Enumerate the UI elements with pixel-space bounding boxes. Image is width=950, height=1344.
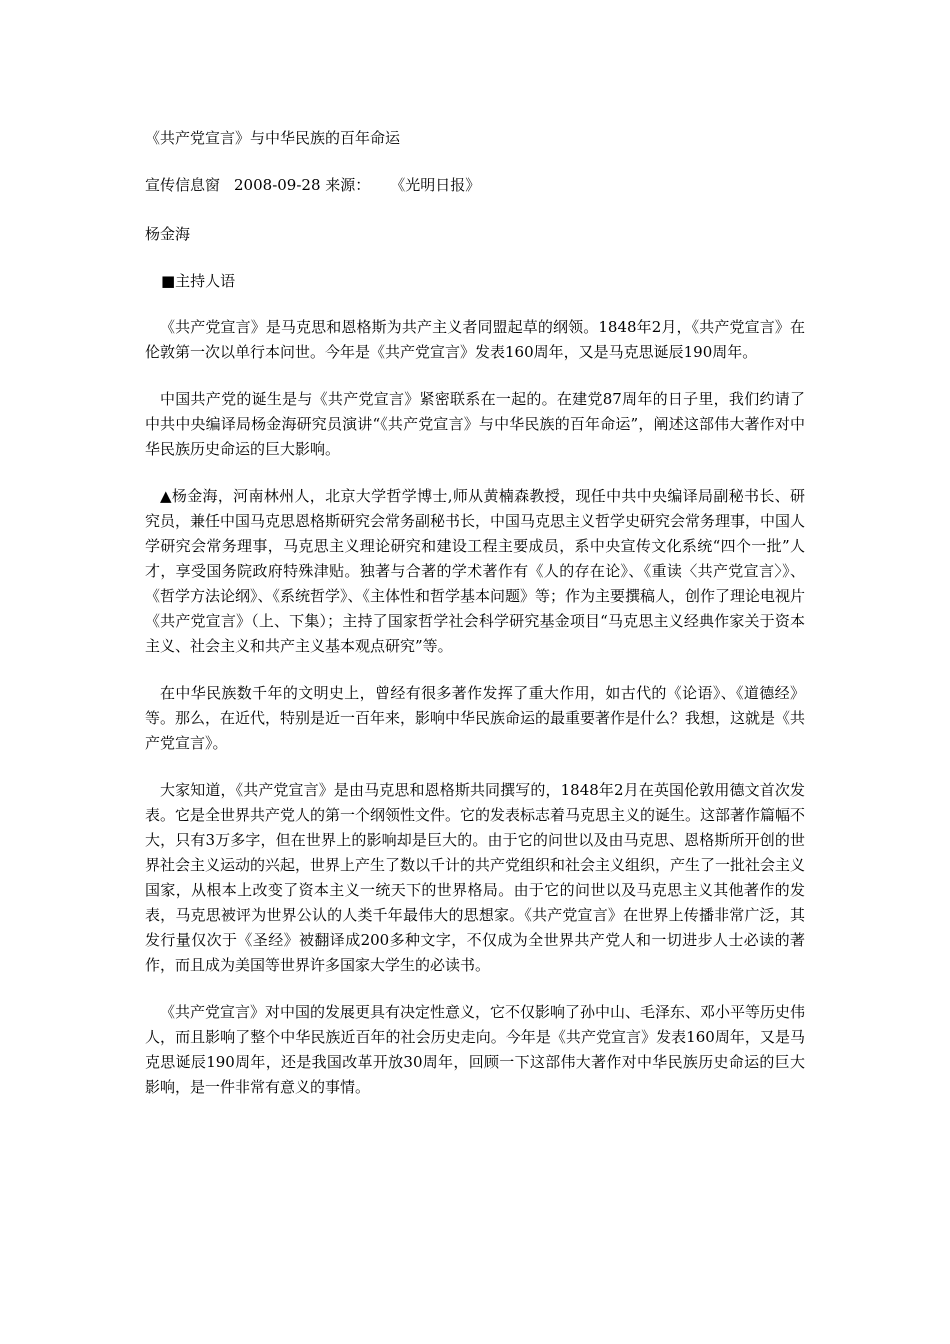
paragraph-intro: 《共产党宣言》是马克思和恩格斯为共产主义者同盟起草的纲领。1848年2月，《共产党宣言》在伦敦第一次以单行本问世。今年是《共产党宣言》发表160周年，又是马克思诞辰190周年。 (145, 318, 805, 361)
host-heading: ■主持人语 (161, 272, 236, 290)
paragraph-manifesto-influence: 大家知道，《共产党宣言》是由马克思和恩格斯共同撰写的，1848年2月在英国伦敦用德文首次发表。它是全世界共产党人的第一个纲领性文件。它的发表标志着马克思主义的诞生。这部著作篇幅不大，只有3万多字，但在世界上的影响却是巨大的。由于它的问世以及由马克思、恩格斯所开创的世界社会主义运动的兴起，世界上产生了数以千计的共产党组织和社会主义组织，产生了一批社会主义国家，从根本上改变了资本主义一统天下的世界格局。由于它的问世以及马克思主义其他著作的发表，马克思被评为世界公认的人类千年最伟大的思想家。《共产党宣言》在世界上传播非常广泛，其发行量仅次于《圣经》被翻译成200多种文字，不仅成为全世界共产党人和一切进步人士必读的著作，而且成为美国等世界许多国家大学生的必读书。 (145, 781, 806, 974)
article-meta (145, 173, 805, 198)
source-label: 来源： (325, 176, 371, 194)
paragraph-china-significance: 《共产党宣言》对中国的发展更具有决定性意义，它不仅影响了孙中山、毛泽东、邓小平等历史伟人，而且影响了整个中华民族近百年的社会历史走向。今年是《共产党宣言》发表160周年，又是马克思诞辰190周年，还是我国改革开放30周年，回顾一下这部伟大著作对中华民族历史命运的巨大影响，是一件非常有意义的事情。 (145, 1003, 806, 1096)
article-title: 《共产党宣言》与中华民族的百年命运 (145, 129, 401, 147)
document-page (145, 126, 805, 1122)
paragraph-party: 中国共产党的诞生是与《共产党宣言》紧密联系在一起的。在建党87周年的日子里，我们约请了中共中央编译局杨金海研究员演讲“《共产党宣言》与中华民族的百年命运”，阐述这部伟大著作对中华民族历史命运的巨大影响。 (145, 390, 805, 458)
source-name: 《光明日报》 (390, 176, 481, 194)
article-author: 杨金海 (145, 225, 191, 243)
paragraph-history: 在中华民族数千年的文明史上，曾经有很多著作发挥了重大作用，如古代的《论语》、《道德经》等。那么，在近代，特别是近一百年来，影响中华民族命运的最重要著作是什么？我想，这就是《共产党宣言》。 (145, 684, 806, 752)
paragraph-author-bio: ▲杨金海，河南林州人，北京大学哲学博士,师从黄楠森教授，现任中共中央编译局副秘书长、研究员，兼任中国马克思恩格斯研究会常务副秘书长，中国马克思主义哲学史研究会常务理事，中国人学研究会常务理事，马克思主义理论研究和建设工程主要成员，系中央宣传文化系统“四个一批”人才，享受国务院政府特殊津贴。独著与合著的学术著作有《人的存在论》、《重读〈共产党宣言〉》、《哲学方法论纲》、《系统哲学》、《主体性和哲学基本问题》等；作为主要撰稿人，创作了理论电视片《共产党宣言》（上、下集）；主持了国家哲学社会科学研究基金项目“马克思主义经典作家关于资本主义、社会主义和共产主义基本观点研究”等。 (145, 487, 806, 655)
publish-date: 2008-09-28 (234, 176, 321, 194)
source-channel: 宣传信息窗 (145, 176, 221, 194)
